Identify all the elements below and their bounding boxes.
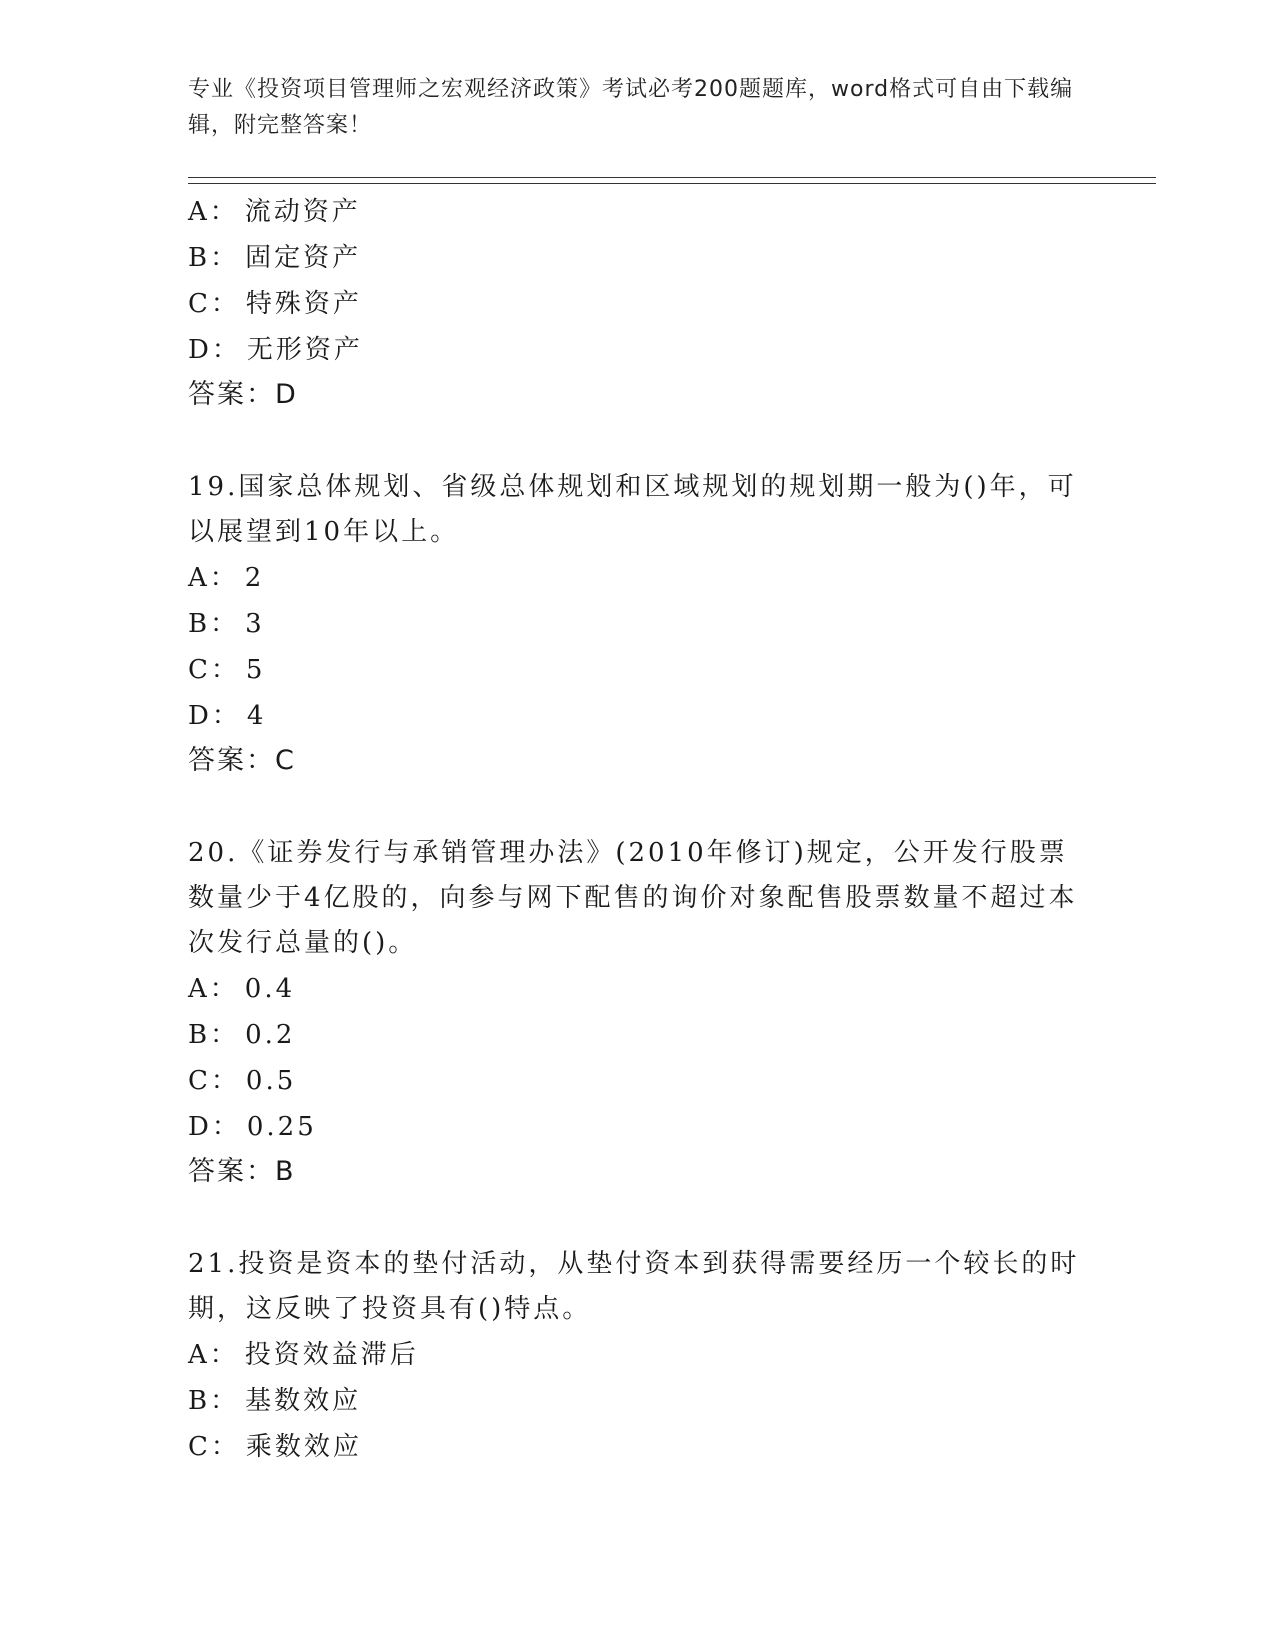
option-b [188,1012,1088,1058]
option-a [188,966,1088,1012]
option-b [188,235,1088,281]
option-letter: D： [188,1112,241,1142]
option-text: 特殊资产 [245,289,362,319]
question-spacer [188,1194,1088,1242]
option-b [188,601,1088,647]
option-text: 3 [245,609,265,639]
option-letter: D： [188,701,241,731]
option-text: 2 [244,563,265,593]
option-b [188,1378,1088,1424]
question-18-tail [188,189,1088,417]
question-spacer [188,417,1088,465]
option-a [188,555,1088,601]
option-text: 0.4 [244,974,296,1004]
option-text: 4 [246,701,267,731]
option-c [188,1058,1088,1104]
option-letter: A： [188,1340,239,1370]
option-a [188,1332,1088,1378]
option-letter: A： [188,197,239,227]
question-21 [188,1242,1088,1470]
option-letter: A： [188,974,239,1004]
option-c [188,1424,1088,1470]
option-text: 0.2 [245,1020,296,1050]
question-spacer [188,783,1088,831]
question-20 [188,831,1088,1194]
option-letter: B： [188,1020,240,1050]
header-divider-top [188,177,1156,178]
answer-line: 答案：C [188,745,296,776]
option-letter: B： [188,609,240,639]
option-letter: D： [188,335,241,365]
option-letter: C： [188,655,240,685]
option-c [188,647,1088,693]
option-text: 0.25 [246,1112,317,1142]
option-d [188,327,1088,373]
option-text: 流动资产 [244,197,361,227]
option-text: 无形资产 [246,335,363,365]
option-text: 固定资产 [245,243,362,273]
question-stem: 21.投资是资本的垫付活动，从垫付资本到获得需要经历一个较长的时期，这反映了投资具有()特点。 [188,1249,1080,1324]
option-letter: B： [188,1386,240,1416]
document-header: 专业《投资项目管理师之宏观经济政策》考试必考200题题库，word格式可自由下载编辑，附完整答案！ [188,77,1074,138]
option-letter: C： [188,1066,240,1096]
question-stem: 20.《证券发行与承销管理办法》(2010年修订)规定，公开发行股票数量少于4亿股的，向参与网下配售的询价对象配售股票数量不超过本次发行总量的()。 [188,838,1078,958]
answer-line: 答案：D [188,379,298,410]
option-d [188,693,1088,739]
option-a [188,189,1088,235]
question-list [188,189,1088,1470]
option-text: 基数效应 [245,1386,362,1416]
option-d [188,1104,1088,1150]
answer-line: 答案：B [188,1156,296,1187]
question-19 [188,465,1088,783]
option-text: 投资效益滞后 [244,1340,419,1370]
question-stem: 19.国家总体规划、省级总体规划和区域规划的规划期一般为()年，可以展望到10年以上。 [188,472,1077,547]
option-letter: A： [188,563,239,593]
option-letter: B： [188,243,240,273]
option-letter: C： [188,1432,240,1462]
option-text: 0.5 [245,1066,297,1096]
option-c [188,281,1088,327]
option-letter: C： [188,289,240,319]
header-divider-bottom [188,183,1156,184]
option-text: 5 [245,655,266,685]
option-text: 乘数效应 [245,1432,362,1462]
